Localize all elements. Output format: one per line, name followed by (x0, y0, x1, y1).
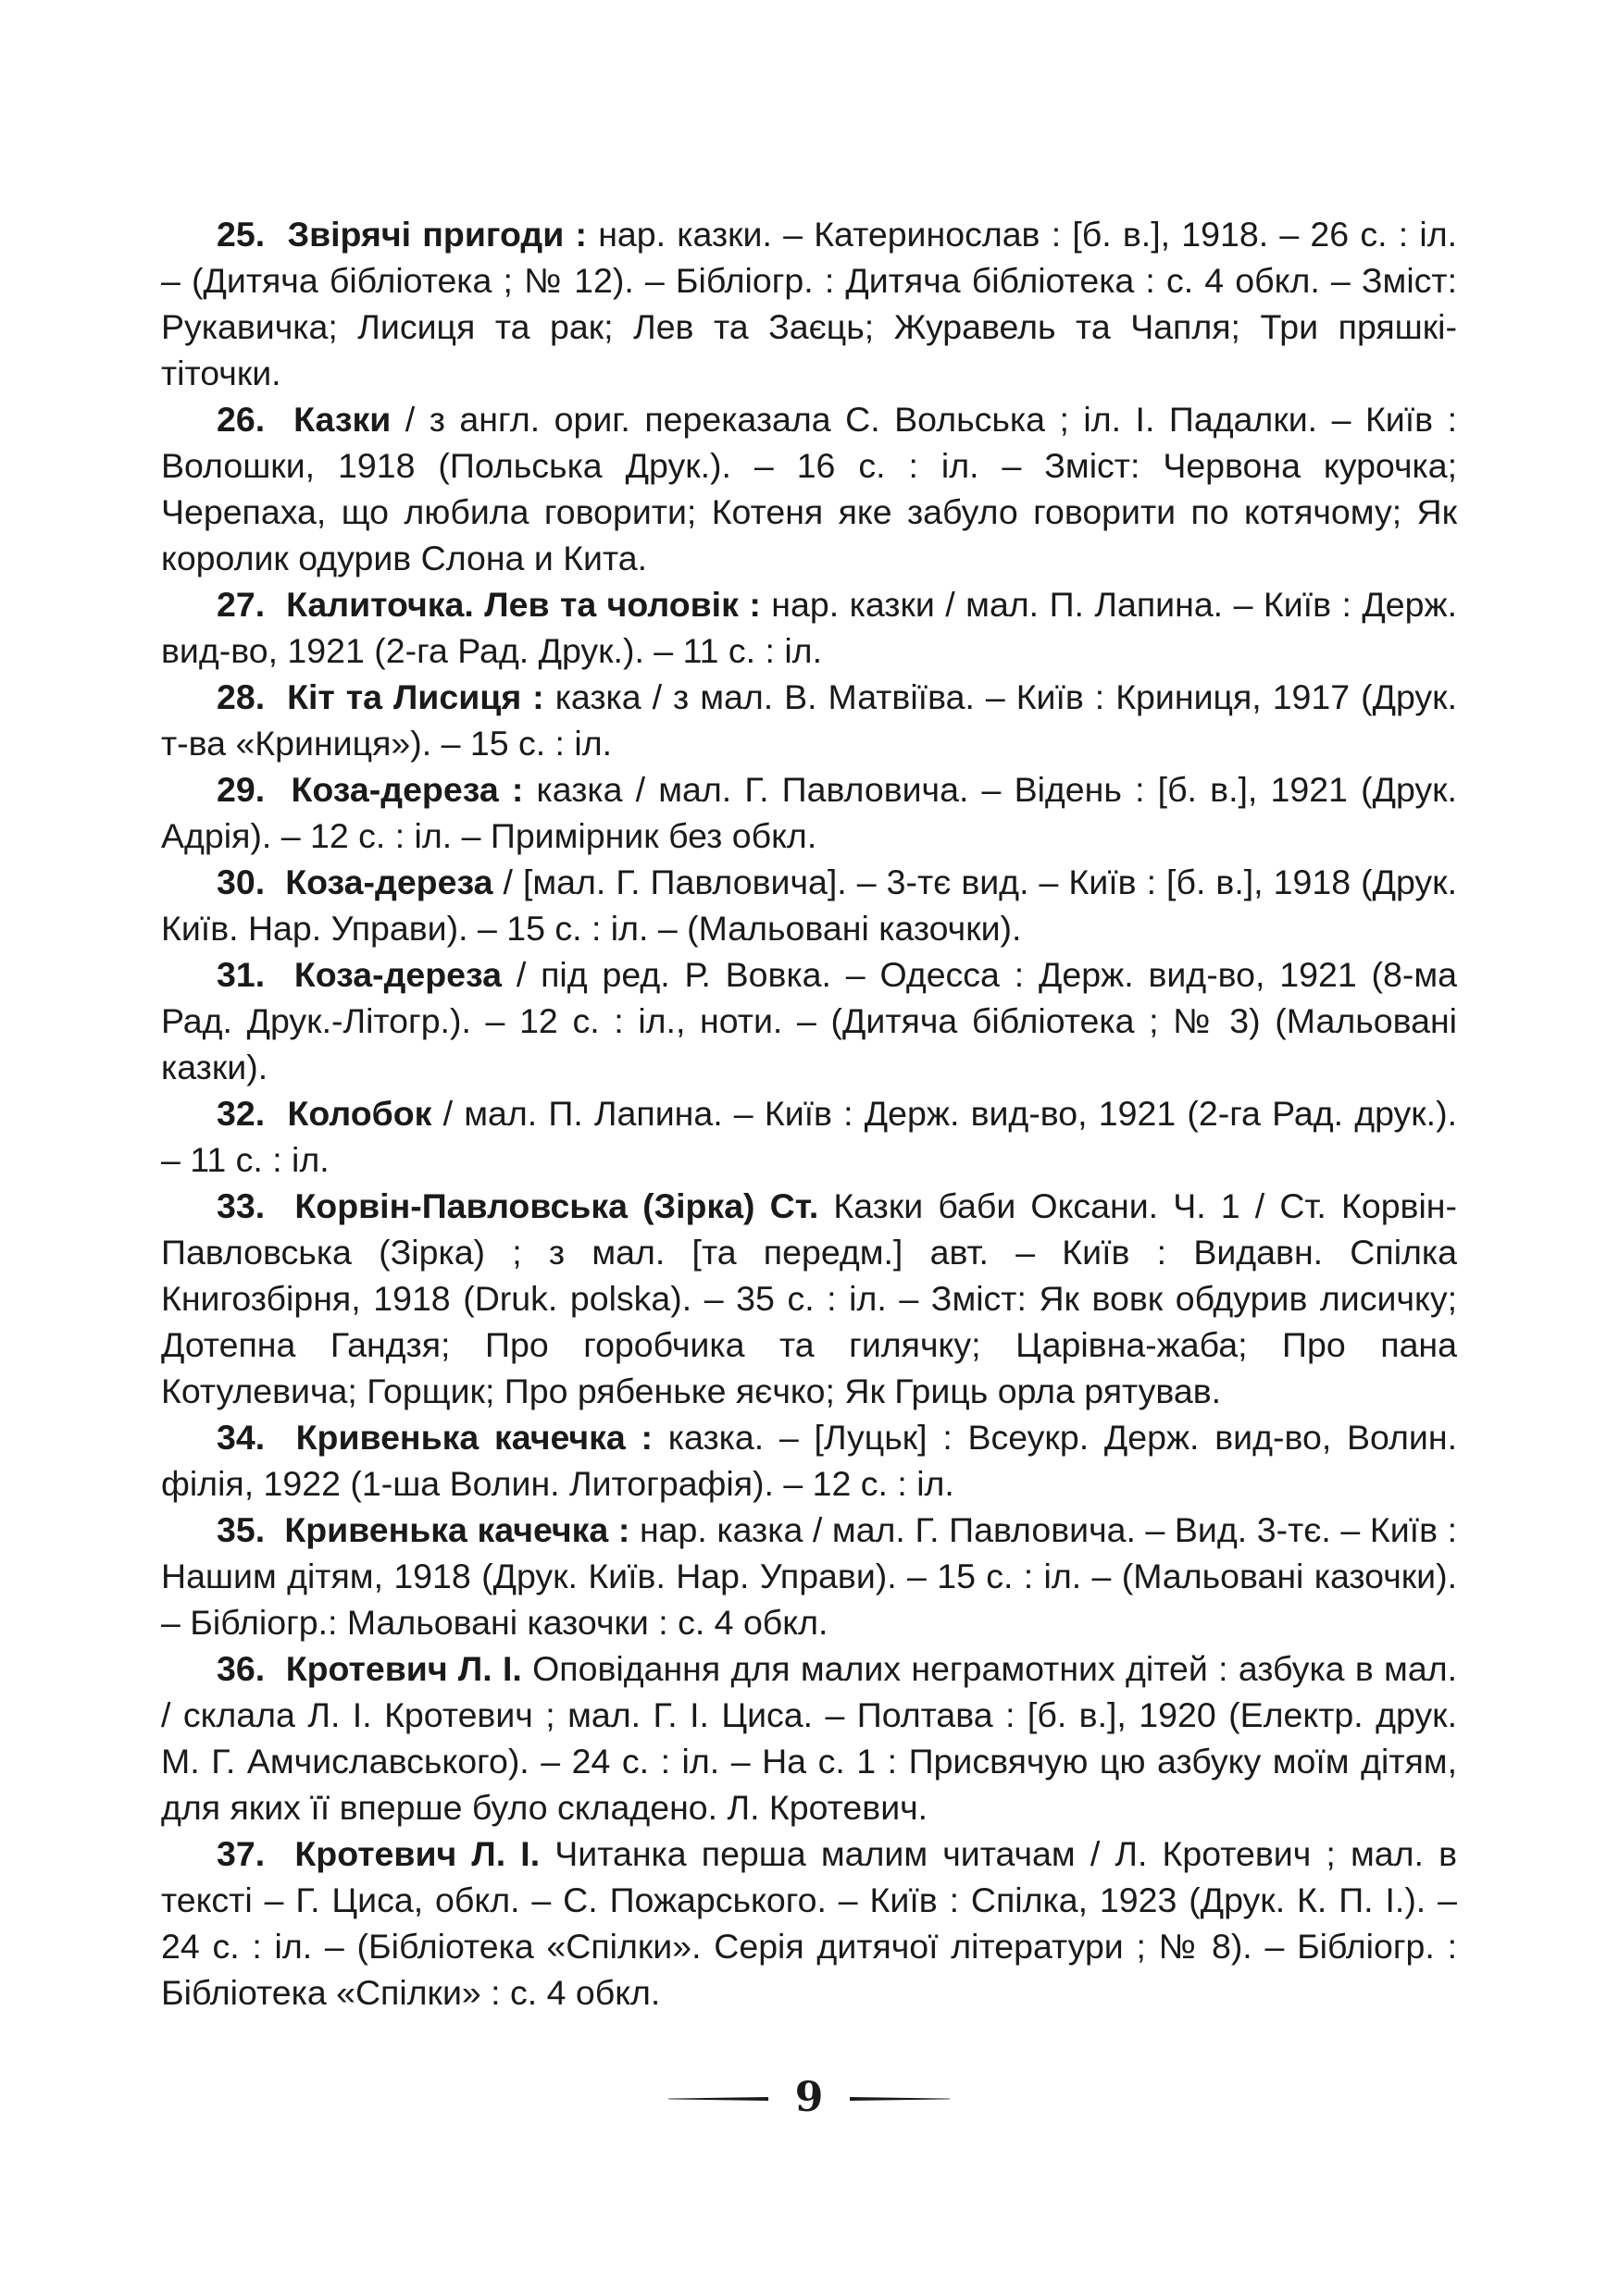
entry-number: 28. (217, 677, 266, 716)
entry-text: казка / мал. Г. Павловича. – Відень : [б. в.], 1921 (Друк. Адрія). – 12 с. : іл. – Примірник без обкл. (161, 770, 1457, 855)
entry-28 (161, 674, 1457, 766)
entry-text: Читанка перша малим читачам / Л. Кротевич ; мал. в тексті – Г. Циса, обкл. – С. Пожарського. – Київ : Спілка, 1923 (Друк. К. П. І.). – 24 с. : іл. – (Бібліотека «Спілки». Серія дитячої літератури ; № 8). – Бібліогр. : Бібліотека «Спілки» : с. 4 обкл. (161, 1834, 1457, 2012)
entry-title: Казки (293, 400, 392, 439)
entry-26 (161, 396, 1457, 581)
entry-number: 32. (217, 1094, 266, 1133)
page-footer (0, 2074, 1619, 2121)
entry-29 (161, 766, 1457, 859)
entry-text: нар. казка / мал. Г. Павловича. – Вид. 3-тє. – Київ : Нашим дітям, 1918 (Друк. Київ. Нар. Управи). – 15 с. : іл. – (Мальовані казочки). – Бібліогр.: Мальовані казочки : с. 4 обкл. (161, 1510, 1457, 1642)
entry-title: Коза-дереза (293, 955, 503, 994)
entry-33 (161, 1183, 1457, 1414)
entry-text: / з англ. ориг. переказала С. Вольська ; іл. І. Падалки. – Київ : Волошки, 1918 (Польська Друк.). – 16 с. : іл. – Зміст: Червона курочка; Черепаха, що любила говорити; Котеня яке забуло говорити по котячому; Як королик одурив Слона и Кита. (161, 400, 1458, 577)
entry-title: Кротевич Л. І. (285, 1649, 522, 1688)
entry-34 (161, 1414, 1457, 1507)
entry-text: Оповідання для малих неграмотних дітей : азбука в мал. / склала Л. І. Кротевич ; мал. Г. І. Циса. – Полтава : [б. в.], 1920 (Електр. друк. М. Г. Амчиславського). – 24 с. : іл. – На с. 1 : Присвячую цю азбуку моїм дітям, для яких її вперше було складено. Л. Кротевич. (161, 1649, 1457, 1827)
entry-title: Колобок (287, 1094, 432, 1133)
entry-number: 25. (217, 215, 266, 254)
entry-text: казка / з мал. В. Матвіїва. – Київ : Криниця, 1917 (Друк. т-ва «Криниця»). – 15 с. : іл. (161, 677, 1458, 763)
entry-title: Корвін-Павловська (Зірка) Ст. (294, 1186, 819, 1225)
entry-number: 37. (217, 1834, 266, 1873)
entry-title: Звірячі пригоди : (287, 215, 587, 254)
entry-title: Кривенька качечка : (284, 1510, 630, 1549)
entry-text: Казки баби Оксани. Ч. 1 / Ст. Корвін-Павловська (Зірка) ; з мал. [та передм.] авт. – Київ : Видавн. Спілка Книгозбірня, 1918 (Druk. polska). – 35 с. : іл. – Зміст: Як вовк обдурив лисичку; Дотепна Гандзя; Про горобчика та гилячку; Царівна-жаба; Про пана Котулевича; Горщик; Про рябеньке яєчко; Як Гриць орла рятував. (161, 1186, 1458, 1410)
entry-text: / мал. П. Лапина. – Київ : Держ. вид-во, 1921 (2-га Рад. друк.). – 11 с. : іл. (161, 1094, 1457, 1179)
entry-27 (161, 581, 1457, 674)
entry-text: / [мал. Г. Павловича]. – 3-тє вид. – Київ : [б. в.], 1918 (Друк. Київ. Нар. Управи). – 15 с. : іл. – (Мальовані казочки). (161, 863, 1457, 948)
bibliography-list (161, 211, 1457, 2016)
entry-number: 30. (217, 863, 266, 901)
entry-35 (161, 1507, 1457, 1645)
entry-number: 36. (217, 1649, 266, 1688)
entry-number: 29. (217, 770, 266, 809)
entry-text: нар. казки. – Катеринослав : [б. в.], 1918. – 26 с. : іл. – (Дитяча бібліотека ; № 12). – Бібліогр. : Дитяча бібліотека : с. 4 обкл. – Зміст: Рукавичка; Лисиця та рак; Лев та Заєць; Журавель та Чапля; Три пряшкі-тіточки. (161, 215, 1458, 392)
entry-31 (161, 951, 1457, 1090)
entry-text: казка. – [Луцьк] : Всеукр. Держ. вид-во, Волин. філія, 1922 (1-ша Волин. Литографія). – 12 с. : іл. (161, 1418, 1458, 1503)
entry-title: Коза-дереза (285, 863, 493, 901)
entry-number: 31. (217, 955, 266, 994)
entry-32 (161, 1090, 1457, 1183)
entry-number: 34. (217, 1418, 266, 1457)
entry-text: / під ред. Р. Вовка. – Одесса : Держ. вид-во, 1921 (8-ма Рад. Друк.-Літогр.). – 12 с. : іл., ноти. – (Дитяча бібліотека ; № 3) (Мальовані казки). (161, 955, 1458, 1086)
footer-rule-right (850, 2097, 950, 2101)
entry-title: Кротевич Л. І. (294, 1834, 541, 1873)
entry-37 (161, 1831, 1457, 2016)
entry-36 (161, 1645, 1457, 1831)
entry-title: Коза-дереза : (291, 770, 524, 809)
entry-text: нар. казки / мал. П. Лапина. – Київ : Держ. вид-во, 1921 (2-га Рад. Друк.). – 11 с. : іл. (161, 585, 1457, 670)
entry-number: 35. (217, 1510, 266, 1549)
entry-number: 26. (217, 400, 266, 439)
entry-number: 27. (217, 585, 266, 624)
entry-title: Калиточка. Лев та чоловік : (286, 585, 761, 624)
entry-30 (161, 859, 1457, 951)
entry-title: Кіт та Лисиця : (287, 677, 544, 716)
footer-rule-left (668, 2097, 768, 2101)
page-number: 9 (794, 2074, 824, 2121)
entry-title: Кривенька качечка : (295, 1418, 654, 1457)
entry-25 (161, 211, 1457, 396)
entry-number: 33. (217, 1186, 266, 1225)
